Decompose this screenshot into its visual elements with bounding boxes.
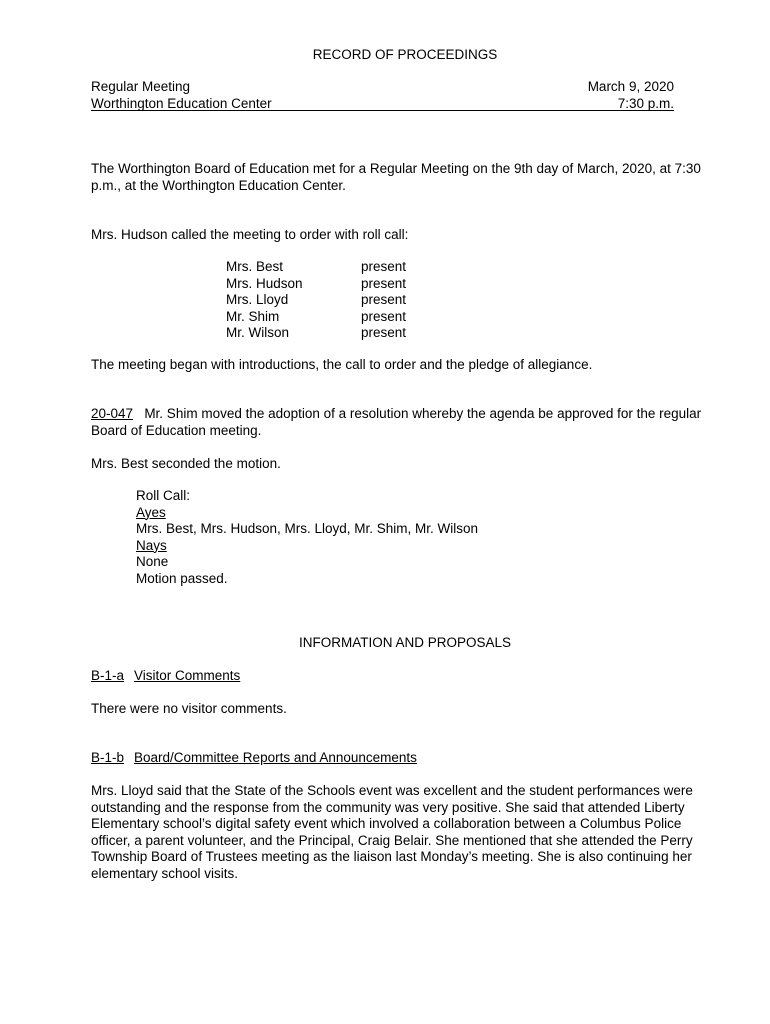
member-status: present (361, 259, 407, 274)
roll-call-label: Roll Call: (136, 488, 191, 503)
motion-second: Mrs. Best seconded the motion. (91, 456, 281, 471)
opening-paragraph: The meeting began with introductions, the call to order and the pledge of allegiance. (91, 357, 593, 372)
intro-paragraph: The Worthington Board of Education met for a Regular Meeting on the 9th day of March, 2020, at 7:30 p.m., at the Worthington Education Center. (91, 161, 701, 193)
roll-call-row (226, 292, 406, 309)
header-left (91, 79, 272, 112)
document-title: RECORD OF PROCEEDINGS (312, 47, 498, 62)
roll-call-row (226, 276, 406, 293)
member-name: Mr. Wilson (226, 325, 290, 340)
member-name: Mrs. Lloyd (226, 292, 289, 307)
member-name: Mrs. Best (226, 259, 284, 274)
item-heading (91, 750, 417, 767)
member-status: present (361, 308, 407, 324)
item-code: B-1-a (91, 668, 125, 683)
roll-call-intro: Mrs. Hudson called the meeting to order with roll call: (91, 227, 409, 242)
meeting-time: 7:30 p.m. (617, 95, 674, 111)
member-status: present (361, 275, 407, 291)
ayes-list: Mrs. Best, Mrs. Hudson, Mrs. Lloyd, Mr. Shim, Mr. Wilson (136, 521, 479, 536)
resolution-text: Mr. Shim moved the adoption of a resolution whereby the agenda be approved for the regular Board of Education meeting. (91, 406, 702, 438)
member-name: Mrs. Hudson (226, 275, 303, 291)
header-right (480, 79, 674, 112)
meeting-date: March 9, 2020 (587, 79, 674, 94)
member-status: present (361, 325, 407, 340)
item-code: B-1-b (91, 750, 125, 765)
ayes-label: Ayes (136, 504, 166, 520)
nays-list: None (136, 554, 169, 569)
resolution-paragraph (91, 406, 721, 439)
roll-call-row (226, 259, 406, 276)
vote-block (136, 488, 716, 587)
meeting-location: Worthington Education Center (91, 95, 272, 111)
resolution-number: 20-047 (91, 406, 134, 421)
item-body: Mrs. Lloyd said that the State of the Schools event was excellent and the student performances were outstanding and the response from the community was very positive. She said that attended Liberty Elementary school’s digital safety event which involved a collaboration between a Columbus Police officer, a parent volunteer, and the Principal, Craig Belair. She mentioned that she attended the Perry Township Board of Trustees meeting as the liaison last Monday’s meeting. She is also continuing her elementary school visits. (91, 783, 693, 881)
nays-label: Nays (136, 537, 167, 553)
item-heading (91, 668, 240, 685)
meeting-type: Regular Meeting (91, 79, 191, 94)
item-title: Visitor Comments (134, 668, 241, 683)
item-body: There were no visitor comments. (91, 701, 287, 716)
roll-call-list (226, 259, 406, 342)
roll-call-row (226, 309, 406, 326)
header-underline (91, 110, 674, 111)
member-name: Mr. Shim (226, 308, 280, 324)
item-title: Board/Committee Reports and Announcements (134, 750, 417, 765)
section-title: INFORMATION AND PROPOSALS (298, 635, 512, 650)
member-status: present (361, 292, 407, 307)
vote-result: Motion passed. (136, 570, 228, 586)
roll-call-row (226, 325, 406, 342)
